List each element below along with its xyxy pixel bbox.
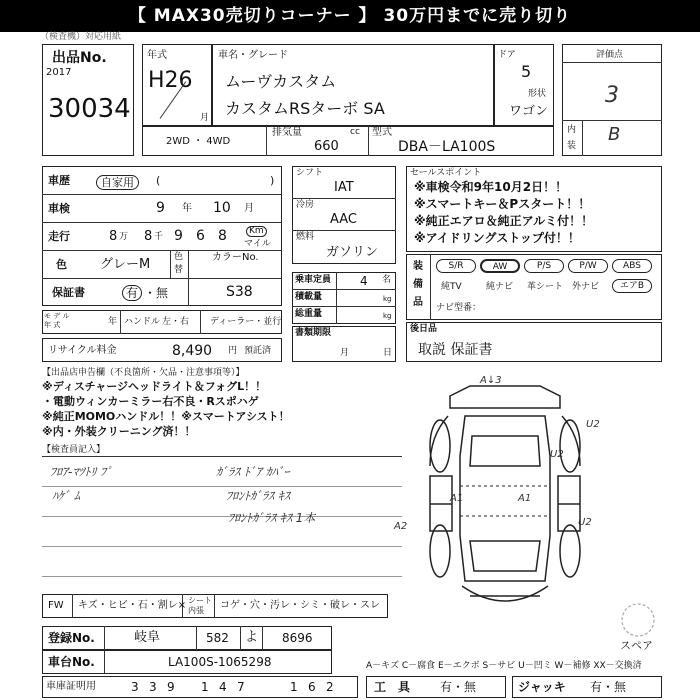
equip-navi: 純ナビ [486, 282, 514, 292]
divider [266, 126, 267, 156]
note-1: ※ディスチャージヘッドライト＆フォグL！！ [42, 380, 267, 393]
history-value: 自家用 [96, 175, 139, 190]
cert-label: 車庫証明用 [46, 681, 96, 692]
color-no-value: S38 [226, 284, 253, 300]
lot-year-stamp: 2017 [46, 67, 72, 78]
inspector-note-3: ｶﾞﾗｽ ﾄﾞｱ ｶﾊﾞｰ [216, 465, 290, 479]
mileage-digit-3: 8 [218, 228, 227, 244]
recycle-label: リサイクル料金 [48, 345, 117, 356]
divider [196, 626, 197, 650]
jack-label: ジャッキ [518, 680, 566, 694]
displacement-value: 660 [314, 139, 339, 154]
note-2: ・電動ウィンカーミラー右不良・Rスポハゲ [42, 395, 259, 408]
sales-point-3: ※純正エアロ＆純正アルミ付！！ [414, 214, 594, 228]
note-4: ※内・外装クリーニング済！！ [42, 425, 196, 438]
load-label: 積載量 [295, 292, 323, 302]
damage-legend: A－キズ C－腐食 E－エクボ S－サビ U－凹ミ W－補修 XX－交換済 [366, 661, 642, 671]
divider [42, 194, 282, 195]
cert-dim-5: 4 [219, 680, 227, 694]
registration-label: 登録No. [48, 631, 95, 645]
cooling-value: AAC [330, 212, 357, 227]
grade-name: カスタムRSターボ SA [225, 99, 385, 118]
divider [200, 310, 201, 334]
dealer-label: ディーラー・並行 [210, 317, 282, 327]
navi-label: ナビ型番： [436, 303, 482, 313]
diagram-mark-5: A2 [394, 521, 408, 532]
year-value: H26 [148, 68, 193, 93]
registration-kana: よ [245, 630, 259, 645]
after-docs-value: 取説 保証書 [418, 342, 493, 358]
cert-dim-7: 1 [290, 680, 298, 694]
interior-label-2: 装 [567, 141, 577, 151]
mileage-sen: 8 [144, 229, 153, 244]
inspection-year: 9 [156, 200, 165, 216]
fuel-value: ガソリン [326, 245, 379, 260]
docs-month-unit: 月 [340, 348, 350, 358]
body-outline [460, 416, 550, 581]
shape-label: 形状 [528, 89, 547, 99]
docs-day-unit: 日 [383, 348, 393, 358]
sales-point-1: ※車検令和9年10月2日！！ [414, 180, 568, 194]
divider [240, 626, 241, 650]
equip-tv: 純TV [441, 282, 462, 292]
type-value: DBA－LA100S [398, 139, 496, 155]
fw-label: FW [48, 600, 64, 611]
divider [368, 126, 369, 156]
inspector-note-1: ﾌﾛｱ-ﾏﾂﾄﾘ ﾌﾟ [50, 465, 113, 479]
equip-ext-navi: 外ナビ [572, 282, 600, 292]
warranty-sep: ・ [144, 286, 157, 300]
divider [292, 198, 396, 199]
divider [214, 594, 215, 618]
type-label: 型式 [372, 127, 392, 138]
divider [42, 222, 282, 223]
capacity-unit: 名 [382, 275, 392, 285]
divider [582, 120, 583, 156]
divider [42, 250, 282, 251]
note-3: ※純正MOMOハンドル！！※スマートアシスト！ [42, 410, 290, 423]
divider [72, 594, 73, 618]
equipment-label-1: 装 [413, 261, 423, 272]
notes-label: 【出品店申告欄（不良箇所・欠品・注意事項等）】 [42, 368, 245, 378]
spoiler-shape [450, 386, 560, 408]
cert-dim-1: 3 [131, 680, 139, 694]
capacity-label: 乗車定員 [295, 275, 332, 285]
spare-label: スペア [620, 639, 653, 652]
year-label: 年式 [147, 50, 167, 61]
capacity-value: 4 [360, 274, 368, 288]
shift-value: IAT [334, 180, 354, 195]
seat-label-1: シート [188, 596, 212, 605]
diagram-mark-1: A↓3 [480, 375, 502, 386]
chassis-value: LA100S-1065298 [168, 655, 272, 669]
tools-value: 有・無 [440, 680, 477, 694]
cooling-label: 冷房 [296, 200, 315, 210]
cert-dim-2: 3 [149, 680, 157, 694]
recycle-value: 8,490 [172, 343, 213, 359]
inspector-note-5: ﾌﾛﾝﾄｶﾞﾗｽ ｷｽ 1本 [228, 511, 316, 525]
ruled-line [42, 576, 402, 577]
registration-place: 岐阜 [134, 630, 161, 645]
handle-label: ハンドル [124, 317, 161, 327]
inspection-month-unit: 月 [244, 203, 254, 214]
diagram-mark-7: U2 [550, 449, 564, 460]
spare-tire-icon [618, 600, 658, 640]
inspector-note-4: ﾌﾛﾝﾄｶﾞﾗｽ ｷｽ [226, 489, 290, 503]
inspector-note-2: ﾊｹﾞ ﾑ [52, 489, 80, 503]
sales-point-2: ※スマートキー＆Pスタート！！ [414, 197, 591, 211]
model-label-2: 年 式 [44, 321, 61, 329]
seat-label-2: 内張 [188, 606, 204, 615]
equip-leather: 革シート [527, 282, 564, 292]
color-label: 色 [56, 258, 67, 271]
wheel-lf [430, 525, 450, 577]
divider [292, 289, 396, 290]
lot-label: 出品No. [52, 50, 107, 66]
recycle-status: 預託済 [244, 346, 272, 356]
divider [170, 250, 171, 278]
history-paren-open: ( [156, 174, 161, 187]
divider [262, 626, 263, 650]
equip-sr: S/R [436, 259, 476, 273]
ruled-line [42, 546, 402, 547]
banner: 【 MAX30売切りコーナー 】 30万円までに売り切り [0, 0, 700, 32]
diagram-mark-2: U2 [586, 419, 600, 430]
jack-value: 有・無 [590, 680, 627, 694]
wheel-rf [560, 525, 580, 577]
color-value: グレーM [100, 257, 151, 272]
inspector-label: 【検査員記入】 [42, 445, 106, 455]
history-label: 車歴 [48, 174, 70, 187]
mileage-digit-2: 6 [196, 228, 205, 244]
model-name: ムーヴカスタム [225, 72, 337, 91]
divider [430, 254, 431, 320]
gross-label: 総重量 [295, 309, 323, 319]
divider [562, 120, 662, 121]
top-note: （検査機）対応用紙 [40, 32, 122, 42]
mileage-sen-unit: 千 [154, 232, 164, 242]
inspection-year-unit: 年 [182, 203, 192, 214]
diagram-mark-3: A1 [450, 493, 464, 504]
sales-points-label: セールスポイント [410, 168, 482, 178]
km-unit: Km [246, 226, 267, 237]
fuel-label: 燃料 [296, 232, 315, 242]
score-label: 評価点 [596, 50, 624, 60]
cert-dim-6: 7 [237, 680, 245, 694]
displacement-unit: cc [350, 127, 360, 137]
car-diagram [400, 376, 610, 626]
warranty-yes: 有 [122, 285, 142, 301]
doors-label: ドア [498, 50, 516, 60]
history-paren-close: ) [270, 174, 275, 187]
displacement-label: 排気量 [272, 127, 302, 138]
inspection-month: 10 [213, 200, 231, 216]
load-unit: kg [383, 295, 392, 303]
divider [120, 310, 121, 334]
diagram-mark-6: U2 [578, 517, 592, 528]
divider [42, 456, 402, 457]
interior-label-1: 内 [567, 125, 577, 135]
mileage-man: 8 [109, 229, 118, 244]
warranty-no: 無 [156, 286, 169, 300]
shift-label: シフト [296, 168, 324, 178]
divider [42, 278, 282, 279]
equip-abs: ABS [612, 259, 652, 273]
windshield [470, 541, 540, 571]
ruled-line [42, 516, 402, 517]
mile-unit: マイル [244, 239, 271, 249]
month-unit: 月 [200, 113, 210, 123]
equip-aw: AW [480, 259, 520, 273]
drive-options: 2WD ・ 4WD [166, 136, 231, 147]
chassis-label: 車台No. [48, 655, 95, 669]
divider [562, 62, 662, 63]
change-label-2: 替 [174, 265, 184, 275]
tools-label: 工 具 [374, 680, 411, 694]
cert-dim-4: 1 [201, 680, 209, 694]
diagram-mark-4: A1 [518, 493, 532, 504]
cert-dim-3: 9 [167, 680, 175, 694]
mileage-label: 走行 [48, 230, 70, 243]
model-label-1: モ デ ル [44, 312, 70, 320]
equipment-label-3: 品 [413, 297, 423, 308]
ruled-line [42, 486, 402, 487]
shape-value: ワゴン [509, 104, 549, 119]
model-year-unit: 年 [108, 317, 118, 327]
rear-window [470, 436, 540, 466]
doors-value: 5 [521, 62, 532, 81]
front-bumper [462, 586, 548, 601]
lot-number: 30034 [48, 94, 131, 124]
sales-point-4: ※アイドリングストップ付！！ [414, 231, 580, 245]
equip-airbag: エアB [612, 279, 652, 293]
fw-value: キズ・ヒビ・石・割レ× [78, 600, 187, 611]
mileage-digit-1: 9 [174, 228, 183, 244]
score-value: 3 [605, 83, 619, 108]
divider [336, 272, 337, 324]
mileage-man-unit: 万 [119, 232, 129, 242]
seat-value: コゲ・穴・汚レ・シミ・破レ・スレ [220, 600, 380, 611]
equip-ps: P/S [524, 259, 564, 273]
gross-unit: kg [383, 312, 392, 320]
after-docs-label: 後日品 [410, 324, 438, 334]
registration-class: 582 [206, 631, 229, 645]
inspection-label: 車検 [48, 202, 70, 215]
docs-deadline-label: 書類期限 [295, 328, 332, 338]
recycle-unit: 円 [228, 346, 238, 356]
warranty-label: 保証書 [52, 286, 85, 299]
interior-value: B [608, 124, 621, 145]
change-label-1: 色 [174, 252, 184, 262]
divider [188, 250, 189, 306]
color-no-label: カラーNo. [212, 252, 259, 263]
handle-value: 左・右 [162, 317, 190, 327]
registration-number: 8696 [282, 631, 313, 645]
divider [292, 306, 396, 307]
equip-pw: P/W [568, 259, 608, 273]
equipment-label-2: 備 [413, 279, 423, 290]
divider [292, 230, 396, 231]
cert-dim-8: 6 [308, 680, 316, 694]
cert-dim-9: 2 [326, 680, 334, 694]
name-label: 車名・グレード [218, 50, 288, 61]
